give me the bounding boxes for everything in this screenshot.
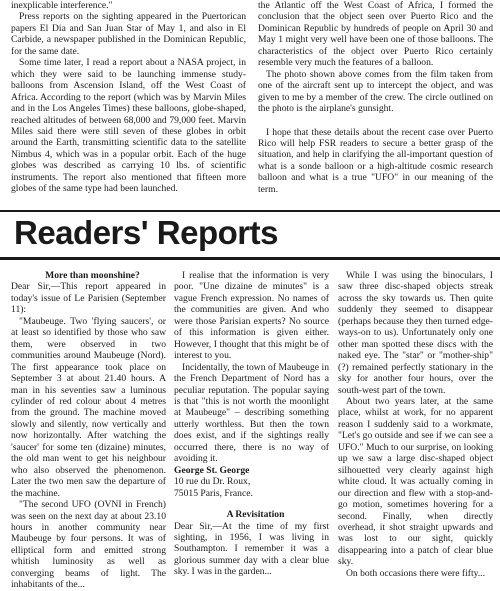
paragraph: About two years later, at the same place, whilst at work, for no apparent reason I suddenly said to a workmate, "Let's go outside and see if we can see a UFO." Much to our surprise, on looking up we saw a large disc-shaped object silhouetted very clearly against high white cloud. It was actually coming in our direction and flew with a stop-and-go motion, sometimes hovering for a second. Finally, when directly overhead, it shot straight upwards and was lost to our sight, quickly disappearing into a patch of clear blue sky.: [338, 395, 493, 568]
paragraph: Dear Sir,—This report appeared in today's issue of Le Parisien (September 11):: [11, 281, 166, 316]
paragraph: the Atlantic off the West Coast of Africa, I formed the conclusion that the object seen over Puerto Rico and the Dominican Republic by hundreds of people on April 30 and May 1 might very well have been one of those balloons. The characteristics of the object over Puerto Rico certainly resemble very much the features of a balloon.: [258, 0, 493, 69]
paragraph: Incidentally, the town of Maubeuge in the French Department of Nord has a peculiar reputation. The popular saying is that "this is not worth the moonlight at Maubeuge" – describing something utterly worthless. But then the town does exist, and if the sightings really occurred there, there is no way of avoiding it.: [174, 361, 329, 465]
signature-name: George St. George: [174, 464, 250, 476]
paragraph: While I was using the binoculars, I saw three disc-shaped objects streak across the sky towards us. Then quite suddenly they seemed to disappear (perhaps because they then turned edge-ways-on to us). Unfortunately only one other man spotted these discs with the naked eye. The "star" or "mother-ship" (?) remained perfectly stationary in the sky for another four hours, over the south-west part of the town.: [338, 270, 493, 396]
paragraph: The photo shown above comes from the film taken from one of the aircraft sent up to intercept the object, and was given to me by a member of the crew. The circle outlined on the photo is the airplane's gunsight.: [258, 68, 493, 115]
letter-column-3: [338, 270, 493, 579]
paragraph: On both occasions there were fifty...: [346, 567, 485, 579]
letter-heading: More than moonshine?: [45, 270, 140, 281]
paragraph: I hope that these details about the recent case over Puerto Rico will help FSR readers to secure a better grasp of the situation, and help in clarifying the all-important question of what is a sonde balloon or a high-altitude cosmic research balloon and what is a true "UFO" in our meaning of the term.: [258, 126, 493, 195]
paragraph: "The second UFO (OVNI in French) was seen on the next day at about 23.10 hours in another community near Maubeuge by four persons. It was of elliptical form and emitted strong whitish luminosity as well as converging beams of light. The inhabitants of the...: [11, 499, 166, 591]
article-column-left: [11, 0, 246, 195]
section-rule-bottom: [0, 257, 500, 260]
letter-column-1: [11, 270, 166, 591]
section-rule-top: [0, 210, 500, 212]
signature-address-line: 75015 Paris, France.: [174, 487, 253, 499]
readers-reports-body: [0, 262, 500, 591]
signature-address-line: 10 rue du Dr. Roux,: [174, 476, 251, 488]
letter-heading: A Revisitation: [226, 509, 285, 521]
paragraph: Dear Sir,—At the time of my first sighting, in 1956, I was living in Southampton. I remember it was a glorious summer day with a clear blue sky. I was in the garden...: [174, 520, 329, 578]
paragraph: I realise that the information is very poor. "Une dizaine de minutes" is a vague French expression. No names of the communities are given. And who were those Parisian experts? No source of this information is given either. However, I thought that this might be of interest to you.: [174, 270, 329, 362]
paragraph: inexplicable interference.": [11, 0, 113, 11]
paragraph: Press reports on the sighting appeared in the Puertorican papers El Dia and San Juan Star of May 1, and also in El Carbide, a newspaper published in the Dominican Republic, for the same date.: [11, 11, 246, 57]
paragraph: "Maubeuge. Two 'flying saucers', or at least so identified by those who saw them, were observed in two communities around Maubeuge (Nord). The first appearance took place on September 3 at about 21.40 hours. A man in his seventies saw a luminous cylinder of red colour about 4 metres from the ground. The machine moved slowly and silently, now vertically and now horizontally. After watching the 'saucer' for some ten (dizaine) minutes, the old man went to get his neighbour who also observed the phenomenon. Later the two men saw the departure of the machine.: [11, 315, 166, 499]
letter-column-2: [174, 270, 329, 578]
paragraph: Some time later, I read a report about a NASA project, in which they were said to be launching immense study-balloons from Ascension Island, off the West Coast of Africa. According to the report (which was by Marvin Miles and in the Los Angeles Times) these balloons, globe-shaped, reached altitudes of between 68,000 and 79,000 feet. Marvin Miles said there were still seven of these globes in orbit around the Earth, transmitting scientific data to the satellite Nimbus 4, which was in a popular orbit. Each of the huge globes was described as carrying 10 lbs. of scientific instruments. The report also mentioned that fifteen more globes of the same type had been launched.: [11, 57, 246, 195]
article-continuation: [0, 0, 500, 206]
article-column-right: [258, 0, 493, 195]
section-title: Readers' Reports: [14, 214, 278, 251]
